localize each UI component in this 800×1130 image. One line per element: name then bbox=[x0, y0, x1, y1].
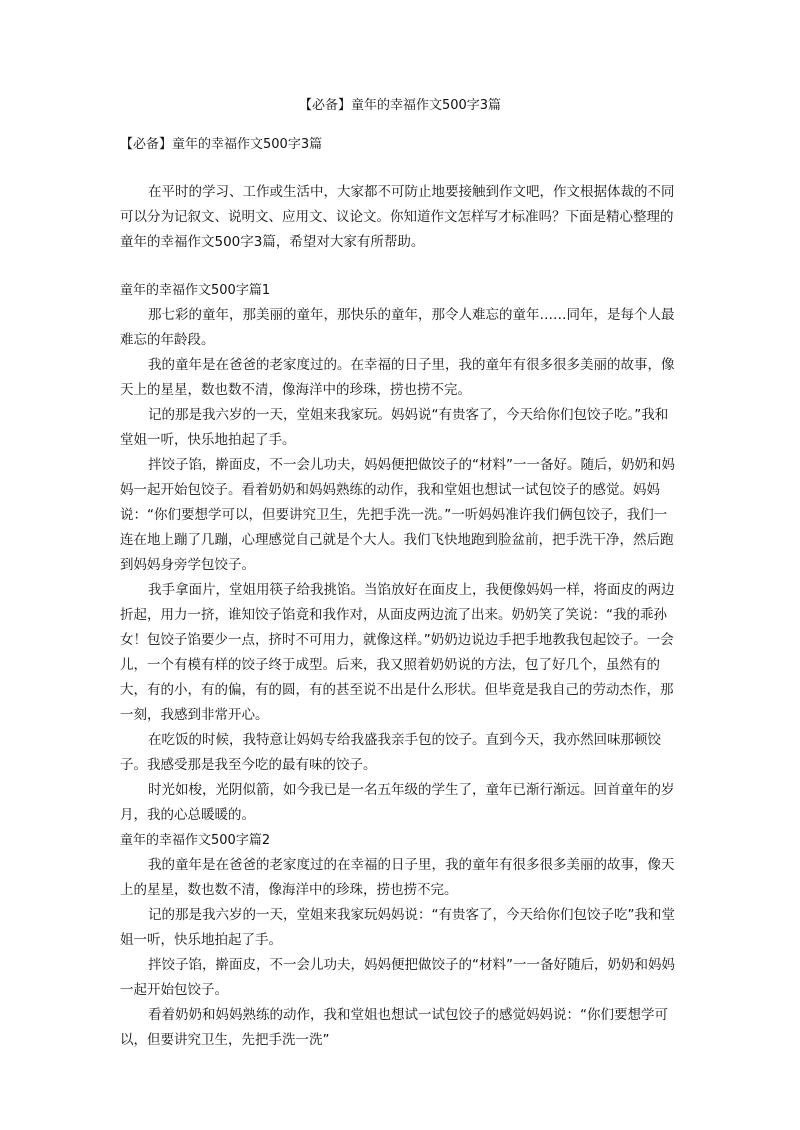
essay-heading: 童年的幸福作文500字篇2 bbox=[120, 833, 271, 848]
essay-paragraph: 我的童年是在爸爸的老家度过的。在幸福的日子里，我的童年有很多很多美丽的故事，像天上的星星，数也数不清，像海洋中的珍珠，捞也捞不完。 bbox=[120, 357, 675, 398]
essay-paragraph: 记的那是我六岁的一天，堂姐来我家玩妈妈说：“有贵客了，今天给你们包饺子吃”我和堂姐一听，快乐地拍起了手。 bbox=[120, 907, 675, 948]
essay-paragraph: 时光如梭，光阴似箭，如今我已是一名五年级的学生了，童年已渐行渐远。回首童年的岁月，我的心总暖暖的。 bbox=[120, 782, 675, 823]
document-title: 【必备】童年的幸福作文500字3篇 bbox=[298, 98, 502, 113]
essay-2 bbox=[120, 828, 680, 1053]
essay-paragraph: 拌饺子馅，擀面皮，不一会儿功夫，妈妈便把做饺子的“材料”一一备好随后，奶奶和妈妈一起开始包饺子。 bbox=[120, 957, 675, 998]
document-subtitle: 【必备】童年的幸福作文500字3篇 bbox=[120, 137, 323, 152]
intro-paragraph: 在平时的学习、工作或生活中，大家都不可防止地要接触到作文吧，作文根据体裁的不同可以分为记叙文、说明文、应用文、议论文。你知道作文怎样写才标准吗？下面是精心整理的童年的幸福作文500字3篇，希望对大家有所帮助。 bbox=[120, 184, 675, 250]
essays-container bbox=[120, 278, 680, 1053]
essay-1 bbox=[120, 278, 680, 828]
essay-paragraph: 拌饺子馅，擀面皮，不一会儿功夫，妈妈便把做饺子的“材料”一一备好。随后，奶奶和妈妈一起开始包饺子。看着奶奶和妈妈熟练的动作，我和堂姐也想试一试包饺子的感觉。妈妈说：“你们要想学可以，但要讲究卫生，先把手洗一洗。”一听妈妈准许我们俩包饺子，我们一连在地上蹦了几蹦，心理感觉自己就是个大人。我们飞快地跑到脸盆前，把手洗干净，然后跑到妈妈身旁学包饺子。 bbox=[120, 457, 675, 573]
essay-paragraph: 记的那是我六岁的一天，堂姐来我家玩。妈妈说“有贵客了，今天给你们包饺子吃。”我和堂姐一听，快乐地拍起了手。 bbox=[120, 407, 669, 448]
essay-heading: 童年的幸福作文500字篇1 bbox=[120, 283, 271, 298]
essay-paragraph: 我的童年是在爸爸的老家度过的在幸福的日子里，我的童年有很多很多美丽的故事，像天上的星星，数也数不清，像海洋中的珍珠，捞也捞不完。 bbox=[120, 857, 675, 898]
essay-paragraph: 那七彩的童年，那美丽的童年，那快乐的童年，那令人难忘的童年……同年，是每个人最难忘的年龄段。 bbox=[120, 307, 675, 348]
essay-paragraph: 我手拿面片，堂姐用筷子给我挑馅。当馅放好在面皮上，我便像妈妈一样，将面皮的两边折起，用力一挤，谁知饺子馅竟和我作对，从面皮两边流了出来。奶奶笑了笑说：“我的乖孙女！包饺子馅要少一点，挤时不可用力，就像这样。”奶奶边说边手把手地教我包起饺子。一会儿，一个有模有样的饺子终于成型。后来，我又照着奶奶说的方法，包了好几个，虽然有的大，有的小，有的偏，有的圆，有的甚至说不出是什么形状。但毕竟是我自己的劳动杰作，那一刻，我感到非常开心。 bbox=[120, 582, 675, 723]
essay-paragraph: 在吃饭的时候，我特意让妈妈专给我盛我亲手包的饺子。直到今天，我亦然回味那顿饺子。我感受那是我至今吃的最有味的饺子。 bbox=[120, 732, 661, 773]
essay-paragraph: 看着奶奶和妈妈熟练的动作，我和堂姐也想试一试包饺子的感觉妈妈说：“你们要想学可以，但要讲究卫生，先把手洗一洗” bbox=[120, 1007, 668, 1048]
